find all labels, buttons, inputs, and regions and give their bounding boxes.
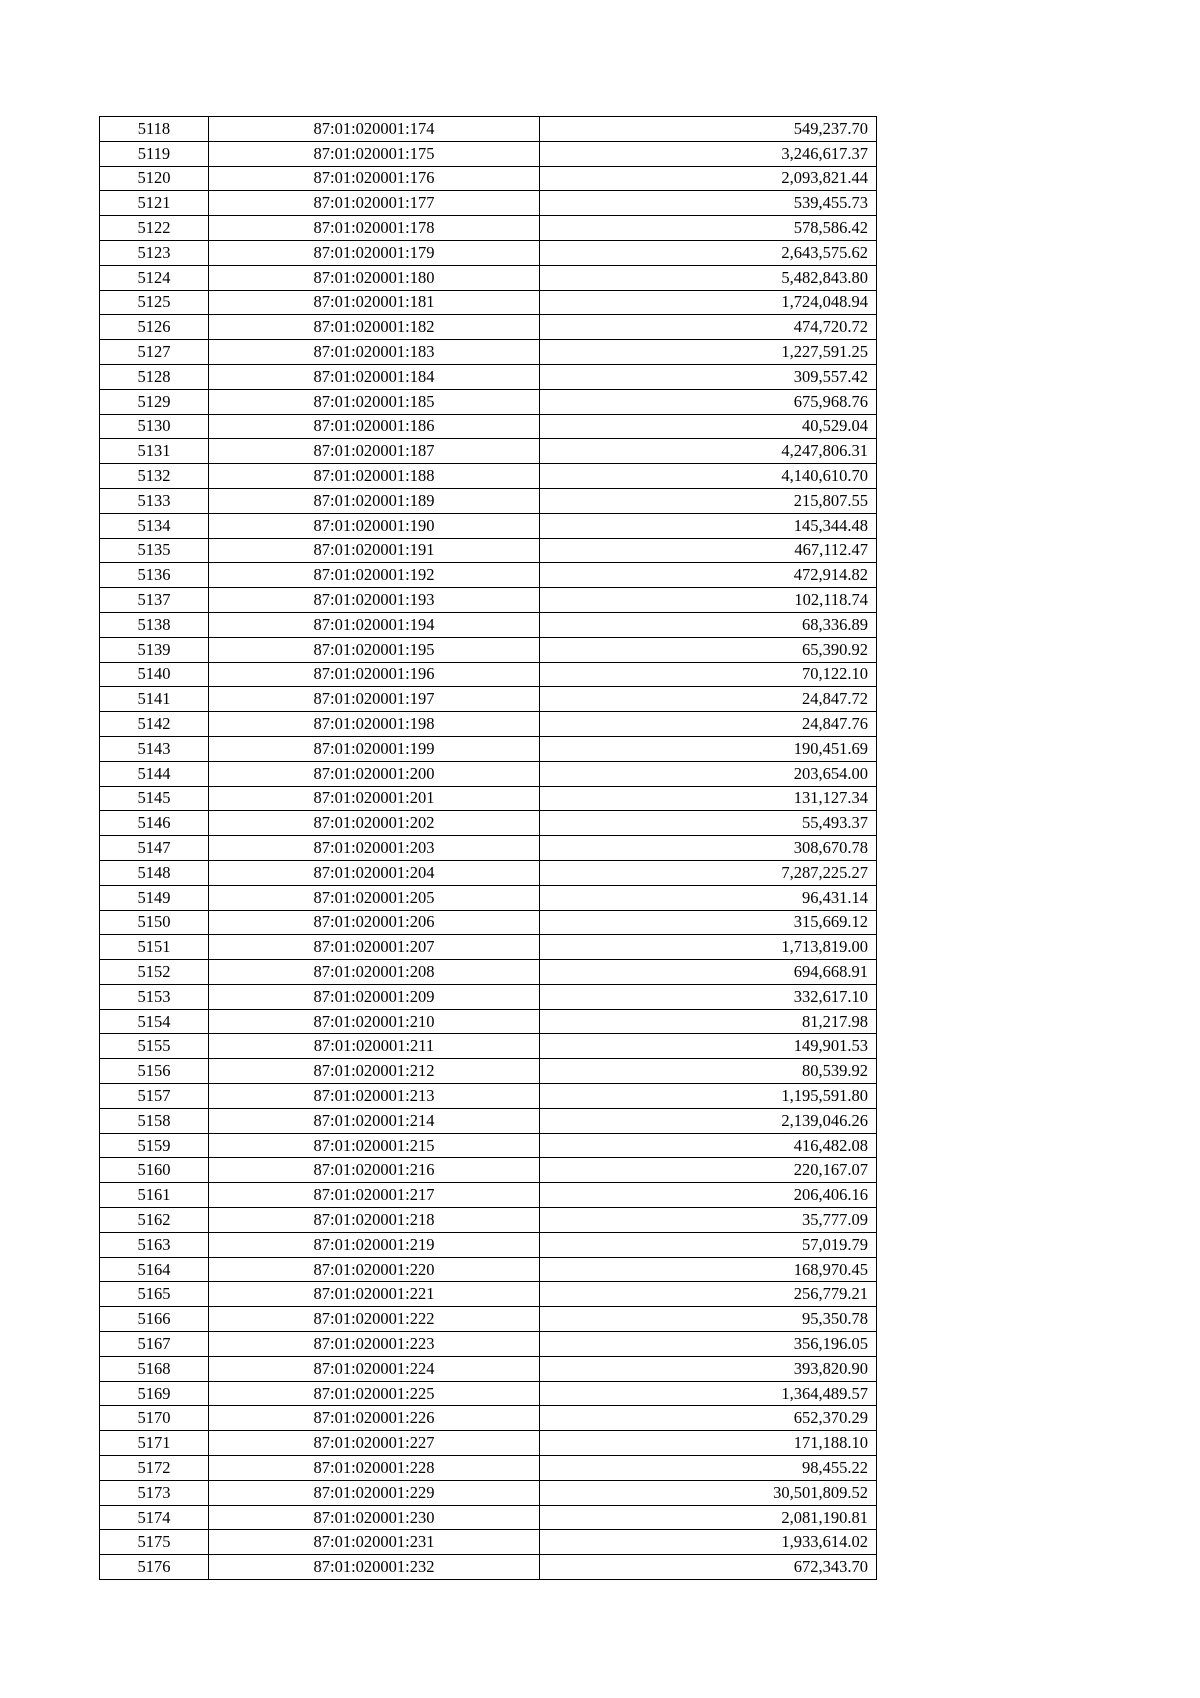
cadastral-number-cell: 87:01:020001:203 xyxy=(209,836,540,861)
table-row xyxy=(100,1133,877,1158)
row-number-cell: 5125 xyxy=(100,290,209,315)
table-row xyxy=(100,662,877,687)
row-number-cell: 5118 xyxy=(100,117,209,142)
table-row xyxy=(100,786,877,811)
cadastral-number-cell: 87:01:020001:176 xyxy=(209,166,540,191)
cadastral-number-cell: 87:01:020001:183 xyxy=(209,340,540,365)
row-number-cell: 5139 xyxy=(100,637,209,662)
cadastral-number-cell: 87:01:020001:175 xyxy=(209,141,540,166)
cadastral-number-cell: 87:01:020001:213 xyxy=(209,1084,540,1109)
cadastral-value-cell: 474,720.72 xyxy=(540,315,877,340)
table-row xyxy=(100,389,877,414)
cadastral-number-cell: 87:01:020001:215 xyxy=(209,1133,540,1158)
cadastral-value-cell: 1,933,614.02 xyxy=(540,1530,877,1555)
cadastral-value-cell: 549,237.70 xyxy=(540,117,877,142)
row-number-cell: 5141 xyxy=(100,687,209,712)
cadastral-number-cell: 87:01:020001:196 xyxy=(209,662,540,687)
table-row xyxy=(100,1084,877,1109)
cadastral-value-cell: 55,493.37 xyxy=(540,811,877,836)
row-number-cell: 5169 xyxy=(100,1381,209,1406)
cadastral-value-cell: 145,344.48 xyxy=(540,513,877,538)
cadastral-value-cell: 24,847.76 xyxy=(540,712,877,737)
table-row xyxy=(100,216,877,241)
cadastral-number-cell: 87:01:020001:232 xyxy=(209,1555,540,1580)
cadastral-number-cell: 87:01:020001:180 xyxy=(209,265,540,290)
cadastral-number-cell: 87:01:020001:189 xyxy=(209,488,540,513)
cadastral-number-cell: 87:01:020001:198 xyxy=(209,712,540,737)
table-row xyxy=(100,364,877,389)
table-row xyxy=(100,488,877,513)
row-number-cell: 5149 xyxy=(100,885,209,910)
row-number-cell: 5166 xyxy=(100,1307,209,1332)
cadastral-value-cell: 578,586.42 xyxy=(540,216,877,241)
row-number-cell: 5127 xyxy=(100,340,209,365)
cadastral-value-cell: 5,482,843.80 xyxy=(540,265,877,290)
row-number-cell: 5150 xyxy=(100,910,209,935)
cadastral-number-cell: 87:01:020001:220 xyxy=(209,1257,540,1282)
cadastral-number-cell: 87:01:020001:205 xyxy=(209,885,540,910)
cadastral-value-cell: 1,713,819.00 xyxy=(540,935,877,960)
cadastral-value-cell: 332,617.10 xyxy=(540,984,877,1009)
cadastral-number-cell: 87:01:020001:195 xyxy=(209,637,540,662)
table-row xyxy=(100,290,877,315)
cadastral-number-cell: 87:01:020001:212 xyxy=(209,1059,540,1084)
table-row xyxy=(100,935,877,960)
table-row xyxy=(100,464,877,489)
table-row xyxy=(100,1307,877,1332)
table-row xyxy=(100,712,877,737)
cadastral-number-cell: 87:01:020001:184 xyxy=(209,364,540,389)
cadastral-number-cell: 87:01:020001:192 xyxy=(209,563,540,588)
row-number-cell: 5174 xyxy=(100,1505,209,1530)
table-row xyxy=(100,1530,877,1555)
row-number-cell: 5170 xyxy=(100,1406,209,1431)
table-row xyxy=(100,1480,877,1505)
cadastral-value-cell: 356,196.05 xyxy=(540,1332,877,1357)
cadastral-number-cell: 87:01:020001:223 xyxy=(209,1332,540,1357)
row-number-cell: 5153 xyxy=(100,984,209,1009)
row-number-cell: 5138 xyxy=(100,612,209,637)
table-row xyxy=(100,414,877,439)
table-row xyxy=(100,166,877,191)
cadastral-number-cell: 87:01:020001:231 xyxy=(209,1530,540,1555)
cadastral-value-cell: 1,364,489.57 xyxy=(540,1381,877,1406)
row-number-cell: 5120 xyxy=(100,166,209,191)
cadastral-value-cell: 472,914.82 xyxy=(540,563,877,588)
cadastral-value-cell: 70,122.10 xyxy=(540,662,877,687)
row-number-cell: 5137 xyxy=(100,588,209,613)
cadastral-number-cell: 87:01:020001:229 xyxy=(209,1480,540,1505)
cadastral-value-cell: 256,779.21 xyxy=(540,1282,877,1307)
cadastral-number-cell: 87:01:020001:207 xyxy=(209,935,540,960)
row-number-cell: 5121 xyxy=(100,191,209,216)
row-number-cell: 5173 xyxy=(100,1480,209,1505)
row-number-cell: 5146 xyxy=(100,811,209,836)
cadastral-value-cell: 1,195,591.80 xyxy=(540,1084,877,1109)
row-number-cell: 5152 xyxy=(100,960,209,985)
cadastral-value-cell: 675,968.76 xyxy=(540,389,877,414)
row-number-cell: 5172 xyxy=(100,1456,209,1481)
table-row xyxy=(100,1034,877,1059)
cadastral-number-cell: 87:01:020001:190 xyxy=(209,513,540,538)
cadastral-number-cell: 87:01:020001:179 xyxy=(209,240,540,265)
row-number-cell: 5132 xyxy=(100,464,209,489)
table-row xyxy=(100,1456,877,1481)
row-number-cell: 5148 xyxy=(100,860,209,885)
cadastral-value-cell: 2,139,046.26 xyxy=(540,1108,877,1133)
cadastral-value-cell: 315,669.12 xyxy=(540,910,877,935)
cadastral-number-cell: 87:01:020001:197 xyxy=(209,687,540,712)
cadastral-number-cell: 87:01:020001:227 xyxy=(209,1431,540,1456)
cadastral-value-cell: 102,118.74 xyxy=(540,588,877,613)
cadastral-value-cell: 168,970.45 xyxy=(540,1257,877,1282)
cadastral-value-cell: 68,336.89 xyxy=(540,612,877,637)
cadastral-number-cell: 87:01:020001:222 xyxy=(209,1307,540,1332)
row-number-cell: 5129 xyxy=(100,389,209,414)
table-row xyxy=(100,1381,877,1406)
cadastral-number-cell: 87:01:020001:217 xyxy=(209,1183,540,1208)
cadastral-value-cell: 215,807.55 xyxy=(540,488,877,513)
table-row xyxy=(100,1183,877,1208)
table-row xyxy=(100,538,877,563)
cadastral-number-cell: 87:01:020001:187 xyxy=(209,439,540,464)
cadastral-value-cell: 467,112.47 xyxy=(540,538,877,563)
cadastral-value-cell: 4,140,610.70 xyxy=(540,464,877,489)
cadastral-number-cell: 87:01:020001:202 xyxy=(209,811,540,836)
cadastral-value-cell: 2,643,575.62 xyxy=(540,240,877,265)
cadastral-value-cell: 416,482.08 xyxy=(540,1133,877,1158)
row-number-cell: 5156 xyxy=(100,1059,209,1084)
cadastral-value-cell: 35,777.09 xyxy=(540,1208,877,1233)
cadastral-number-cell: 87:01:020001:226 xyxy=(209,1406,540,1431)
row-number-cell: 5147 xyxy=(100,836,209,861)
cadastral-number-cell: 87:01:020001:185 xyxy=(209,389,540,414)
cadastral-value-cell: 190,451.69 xyxy=(540,736,877,761)
row-number-cell: 5155 xyxy=(100,1034,209,1059)
cadastral-value-cell: 81,217.98 xyxy=(540,1009,877,1034)
row-number-cell: 5126 xyxy=(100,315,209,340)
row-number-cell: 5159 xyxy=(100,1133,209,1158)
cadastral-number-cell: 87:01:020001:174 xyxy=(209,117,540,142)
row-number-cell: 5158 xyxy=(100,1108,209,1133)
cadastral-value-cell: 3,246,617.37 xyxy=(540,141,877,166)
row-number-cell: 5161 xyxy=(100,1183,209,1208)
cadastral-value-cell: 40,529.04 xyxy=(540,414,877,439)
row-number-cell: 5135 xyxy=(100,538,209,563)
table-row xyxy=(100,860,877,885)
table-row xyxy=(100,910,877,935)
cadastral-value-cell: 80,539.92 xyxy=(540,1059,877,1084)
row-number-cell: 5140 xyxy=(100,662,209,687)
cadastral-number-cell: 87:01:020001:182 xyxy=(209,315,540,340)
cadastral-number-cell: 87:01:020001:225 xyxy=(209,1381,540,1406)
cadastral-value-cell: 30,501,809.52 xyxy=(540,1480,877,1505)
row-number-cell: 5157 xyxy=(100,1084,209,1109)
table-row xyxy=(100,885,877,910)
table-row xyxy=(100,563,877,588)
cadastral-number-cell: 87:01:020001:214 xyxy=(209,1108,540,1133)
cadastral-value-cell: 1,227,591.25 xyxy=(540,340,877,365)
cadastral-number-cell: 87:01:020001:218 xyxy=(209,1208,540,1233)
cadastral-value-cell: 309,557.42 xyxy=(540,364,877,389)
cadastral-value-cell: 171,188.10 xyxy=(540,1431,877,1456)
table-row xyxy=(100,984,877,1009)
table-row xyxy=(100,191,877,216)
table-row xyxy=(100,1158,877,1183)
row-number-cell: 5119 xyxy=(100,141,209,166)
row-number-cell: 5167 xyxy=(100,1332,209,1357)
cadastral-number-cell: 87:01:020001:201 xyxy=(209,786,540,811)
row-number-cell: 5168 xyxy=(100,1356,209,1381)
cadastral-value-cell: 131,127.34 xyxy=(540,786,877,811)
row-number-cell: 5151 xyxy=(100,935,209,960)
table-row xyxy=(100,1431,877,1456)
cadastral-value-cell: 149,901.53 xyxy=(540,1034,877,1059)
cadastral-number-cell: 87:01:020001:210 xyxy=(209,1009,540,1034)
table-row xyxy=(100,687,877,712)
row-number-cell: 5144 xyxy=(100,761,209,786)
cadastral-number-cell: 87:01:020001:211 xyxy=(209,1034,540,1059)
cadastral-value-cell: 2,093,821.44 xyxy=(540,166,877,191)
cadastral-number-cell: 87:01:020001:228 xyxy=(209,1456,540,1481)
table-row xyxy=(100,240,877,265)
table-row xyxy=(100,513,877,538)
cadastral-number-cell: 87:01:020001:191 xyxy=(209,538,540,563)
table-row xyxy=(100,761,877,786)
cadastral-number-cell: 87:01:020001:209 xyxy=(209,984,540,1009)
row-number-cell: 5143 xyxy=(100,736,209,761)
cadastral-number-cell: 87:01:020001:178 xyxy=(209,216,540,241)
row-number-cell: 5162 xyxy=(100,1208,209,1233)
table-body xyxy=(100,117,877,1580)
cadastral-number-cell: 87:01:020001:194 xyxy=(209,612,540,637)
row-number-cell: 5160 xyxy=(100,1158,209,1183)
cadastral-value-cell: 96,431.14 xyxy=(540,885,877,910)
table-row xyxy=(100,736,877,761)
table-row xyxy=(100,141,877,166)
table-row xyxy=(100,1009,877,1034)
cadastral-value-cell: 57,019.79 xyxy=(540,1232,877,1257)
table-row xyxy=(100,811,877,836)
cadastral-value-cell: 393,820.90 xyxy=(540,1356,877,1381)
row-number-cell: 5142 xyxy=(100,712,209,737)
table-row xyxy=(100,1232,877,1257)
cadastral-number-cell: 87:01:020001:230 xyxy=(209,1505,540,1530)
table-row xyxy=(100,1282,877,1307)
cadastral-number-cell: 87:01:020001:216 xyxy=(209,1158,540,1183)
table-row xyxy=(100,315,877,340)
row-number-cell: 5164 xyxy=(100,1257,209,1282)
row-number-cell: 5176 xyxy=(100,1555,209,1580)
table-row xyxy=(100,1555,877,1580)
table-row xyxy=(100,265,877,290)
row-number-cell: 5124 xyxy=(100,265,209,290)
row-number-cell: 5128 xyxy=(100,364,209,389)
row-number-cell: 5163 xyxy=(100,1232,209,1257)
cadastral-number-cell: 87:01:020001:193 xyxy=(209,588,540,613)
cadastral-number-cell: 87:01:020001:199 xyxy=(209,736,540,761)
table-row xyxy=(100,1208,877,1233)
cadastral-number-cell: 87:01:020001:177 xyxy=(209,191,540,216)
table-row xyxy=(100,117,877,142)
cadastral-value-cell: 694,668.91 xyxy=(540,960,877,985)
cadastral-value-cell: 220,167.07 xyxy=(540,1158,877,1183)
row-number-cell: 5154 xyxy=(100,1009,209,1034)
cadastral-value-cell: 7,287,225.27 xyxy=(540,860,877,885)
row-number-cell: 5122 xyxy=(100,216,209,241)
cadastral-number-cell: 87:01:020001:181 xyxy=(209,290,540,315)
cadastral-number-cell: 87:01:020001:206 xyxy=(209,910,540,935)
cadastral-number-cell: 87:01:020001:221 xyxy=(209,1282,540,1307)
cadastral-value-cell: 203,654.00 xyxy=(540,761,877,786)
cadastral-number-cell: 87:01:020001:186 xyxy=(209,414,540,439)
row-number-cell: 5165 xyxy=(100,1282,209,1307)
table-row xyxy=(100,1356,877,1381)
table-row xyxy=(100,1059,877,1084)
row-number-cell: 5133 xyxy=(100,488,209,513)
cadastral-value-cell: 4,247,806.31 xyxy=(540,439,877,464)
cadastral-number-cell: 87:01:020001:224 xyxy=(209,1356,540,1381)
table-row xyxy=(100,1406,877,1431)
table-row xyxy=(100,836,877,861)
cadastral-value-cell: 1,724,048.94 xyxy=(540,290,877,315)
cadastral-number-cell: 87:01:020001:208 xyxy=(209,960,540,985)
cadastral-number-cell: 87:01:020001:204 xyxy=(209,860,540,885)
table-row xyxy=(100,439,877,464)
cadastral-number-cell: 87:01:020001:219 xyxy=(209,1232,540,1257)
row-number-cell: 5130 xyxy=(100,414,209,439)
cadastral-value-cell: 539,455.73 xyxy=(540,191,877,216)
cadastral-number-cell: 87:01:020001:188 xyxy=(209,464,540,489)
table-row xyxy=(100,637,877,662)
cadastral-value-cell: 2,081,190.81 xyxy=(540,1505,877,1530)
row-number-cell: 5134 xyxy=(100,513,209,538)
cadastral-value-cell: 98,455.22 xyxy=(540,1456,877,1481)
row-number-cell: 5175 xyxy=(100,1530,209,1555)
table-row xyxy=(100,1332,877,1357)
table-row xyxy=(100,1505,877,1530)
row-number-cell: 5131 xyxy=(100,439,209,464)
row-number-cell: 5123 xyxy=(100,240,209,265)
table-row xyxy=(100,960,877,985)
table-row xyxy=(100,612,877,637)
row-number-cell: 5171 xyxy=(100,1431,209,1456)
table-row xyxy=(100,340,877,365)
table-row xyxy=(100,1108,877,1133)
cadastral-value-cell: 65,390.92 xyxy=(540,637,877,662)
cadastral-number-cell: 87:01:020001:200 xyxy=(209,761,540,786)
row-number-cell: 5145 xyxy=(100,786,209,811)
table-row xyxy=(100,588,877,613)
cadastral-value-table xyxy=(99,116,877,1580)
cadastral-value-cell: 95,350.78 xyxy=(540,1307,877,1332)
cadastral-value-cell: 206,406.16 xyxy=(540,1183,877,1208)
cadastral-value-cell: 24,847.72 xyxy=(540,687,877,712)
table-row xyxy=(100,1257,877,1282)
cadastral-value-cell: 652,370.29 xyxy=(540,1406,877,1431)
cadastral-value-cell: 672,343.70 xyxy=(540,1555,877,1580)
row-number-cell: 5136 xyxy=(100,563,209,588)
cadastral-value-cell: 308,670.78 xyxy=(540,836,877,861)
